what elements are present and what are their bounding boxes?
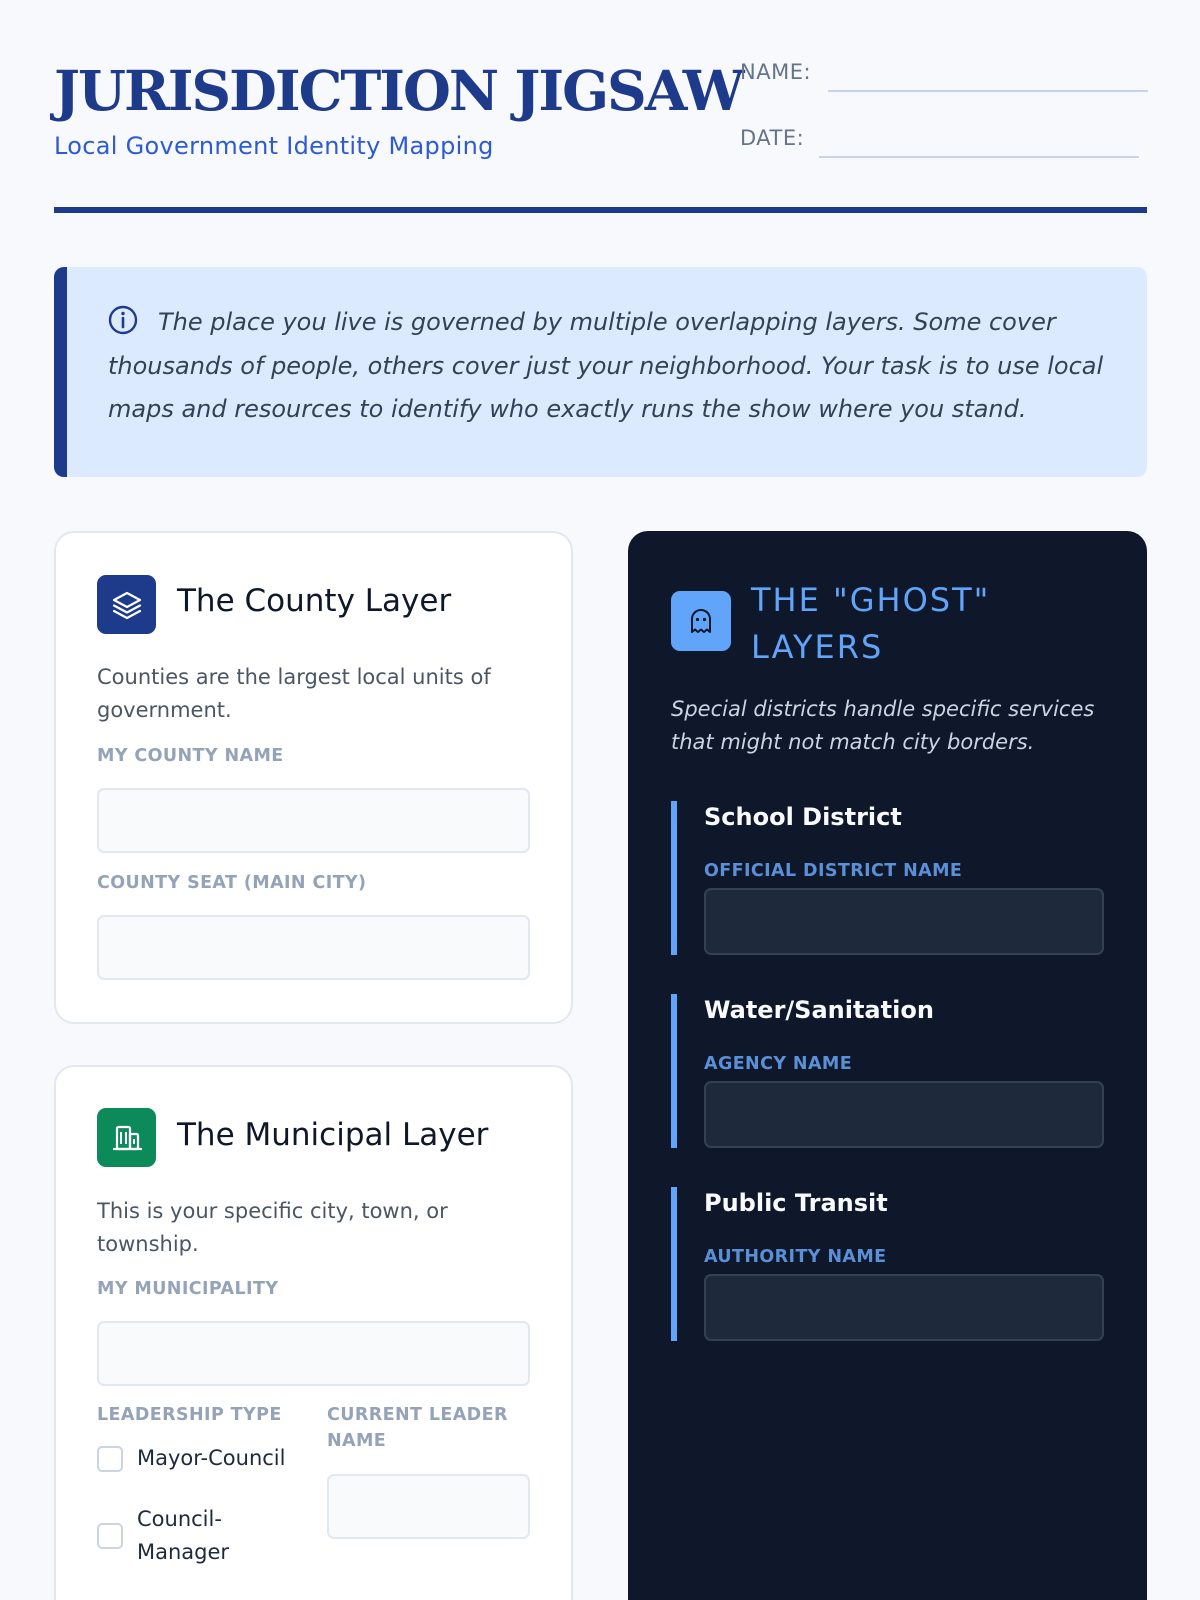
- callout-accent-bar: [54, 267, 67, 477]
- leadership-type-label: LEADERSHIP TYPE: [97, 1405, 282, 1425]
- county-card: [54, 531, 573, 1024]
- county-name-input[interactable]: [97, 788, 530, 853]
- municipality-input[interactable]: [97, 1321, 530, 1386]
- transit-authority-input[interactable]: [704, 1274, 1104, 1341]
- ghost-layers-panel: [628, 531, 1147, 1600]
- worksheet-header: [54, 52, 1147, 212]
- county-seat-label: COUNTY SEAT (MAIN CITY): [97, 873, 367, 893]
- county-seat-input[interactable]: [97, 915, 530, 980]
- layers-icon: [97, 575, 156, 634]
- ghost-title: THE "GHOST" LAYERS: [751, 581, 991, 666]
- mayor-council-option[interactable]: [97, 1442, 285, 1475]
- county-name-label: MY COUNTY NAME: [97, 746, 284, 766]
- county-title: The County Layer: [177, 583, 452, 619]
- school-district-section: [671, 801, 1111, 955]
- ghost-description: Special districts handle specific services that might not match city borders.: [671, 697, 1095, 754]
- current-leader-input[interactable]: [327, 1474, 530, 1539]
- building-icon: [97, 1108, 156, 1167]
- page-title: JURISDICTION JIGSAW: [54, 58, 743, 123]
- school-district-label: OFFICIAL DISTRICT NAME: [704, 861, 963, 881]
- info-callout: [54, 267, 1147, 477]
- school-district-title: School District: [704, 803, 902, 831]
- district-accent-bar: [671, 801, 677, 955]
- district-accent-bar: [671, 994, 677, 1148]
- municipal-title: The Municipal Layer: [177, 1117, 489, 1153]
- council-manager-label: Council-Manager: [137, 1507, 230, 1564]
- water-sanitation-section: [671, 994, 1111, 1148]
- school-district-input[interactable]: [704, 888, 1104, 955]
- ghost-icon: [671, 591, 731, 651]
- callout-text: [108, 301, 1118, 432]
- public-transit-title: Public Transit: [704, 1189, 888, 1217]
- municipal-description: This is your specific city, town, or township.: [97, 1199, 448, 1256]
- info-icon: [108, 305, 138, 335]
- mayor-council-checkbox[interactable]: [97, 1446, 123, 1472]
- municipality-label: MY MUNICIPALITY: [97, 1279, 279, 1299]
- council-manager-checkbox[interactable]: [97, 1523, 123, 1549]
- water-agency-label: AGENCY NAME: [704, 1054, 853, 1074]
- name-label: NAME:: [740, 60, 812, 84]
- name-line[interactable]: [828, 90, 1148, 92]
- water-agency-input[interactable]: [704, 1081, 1104, 1148]
- callout-body: The place you live is governed by multiple overlapping layers. Some cover thousands of people, others cover just your neighborhood. Your task is to use local maps and resources to identify who exactly runs the show where you stand.: [108, 308, 1104, 423]
- date-line[interactable]: [819, 156, 1139, 158]
- page-subtitle: Local Government Identity Mapping: [54, 132, 494, 160]
- header-divider: [54, 207, 1147, 213]
- district-accent-bar: [671, 1187, 677, 1341]
- current-leader-label: CURRENT LEADER NAME: [327, 1405, 508, 1451]
- municipal-card: [54, 1065, 573, 1600]
- transit-authority-label: AUTHORITY NAME: [704, 1247, 887, 1267]
- county-description: Counties are the largest local units of government.: [97, 665, 491, 722]
- council-manager-option[interactable]: [97, 1503, 237, 1569]
- mayor-council-label: Mayor-Council: [137, 1446, 286, 1470]
- water-sanitation-title: Water/Sanitation: [704, 996, 934, 1024]
- date-label: DATE:: [740, 126, 805, 150]
- public-transit-section: [671, 1187, 1111, 1341]
